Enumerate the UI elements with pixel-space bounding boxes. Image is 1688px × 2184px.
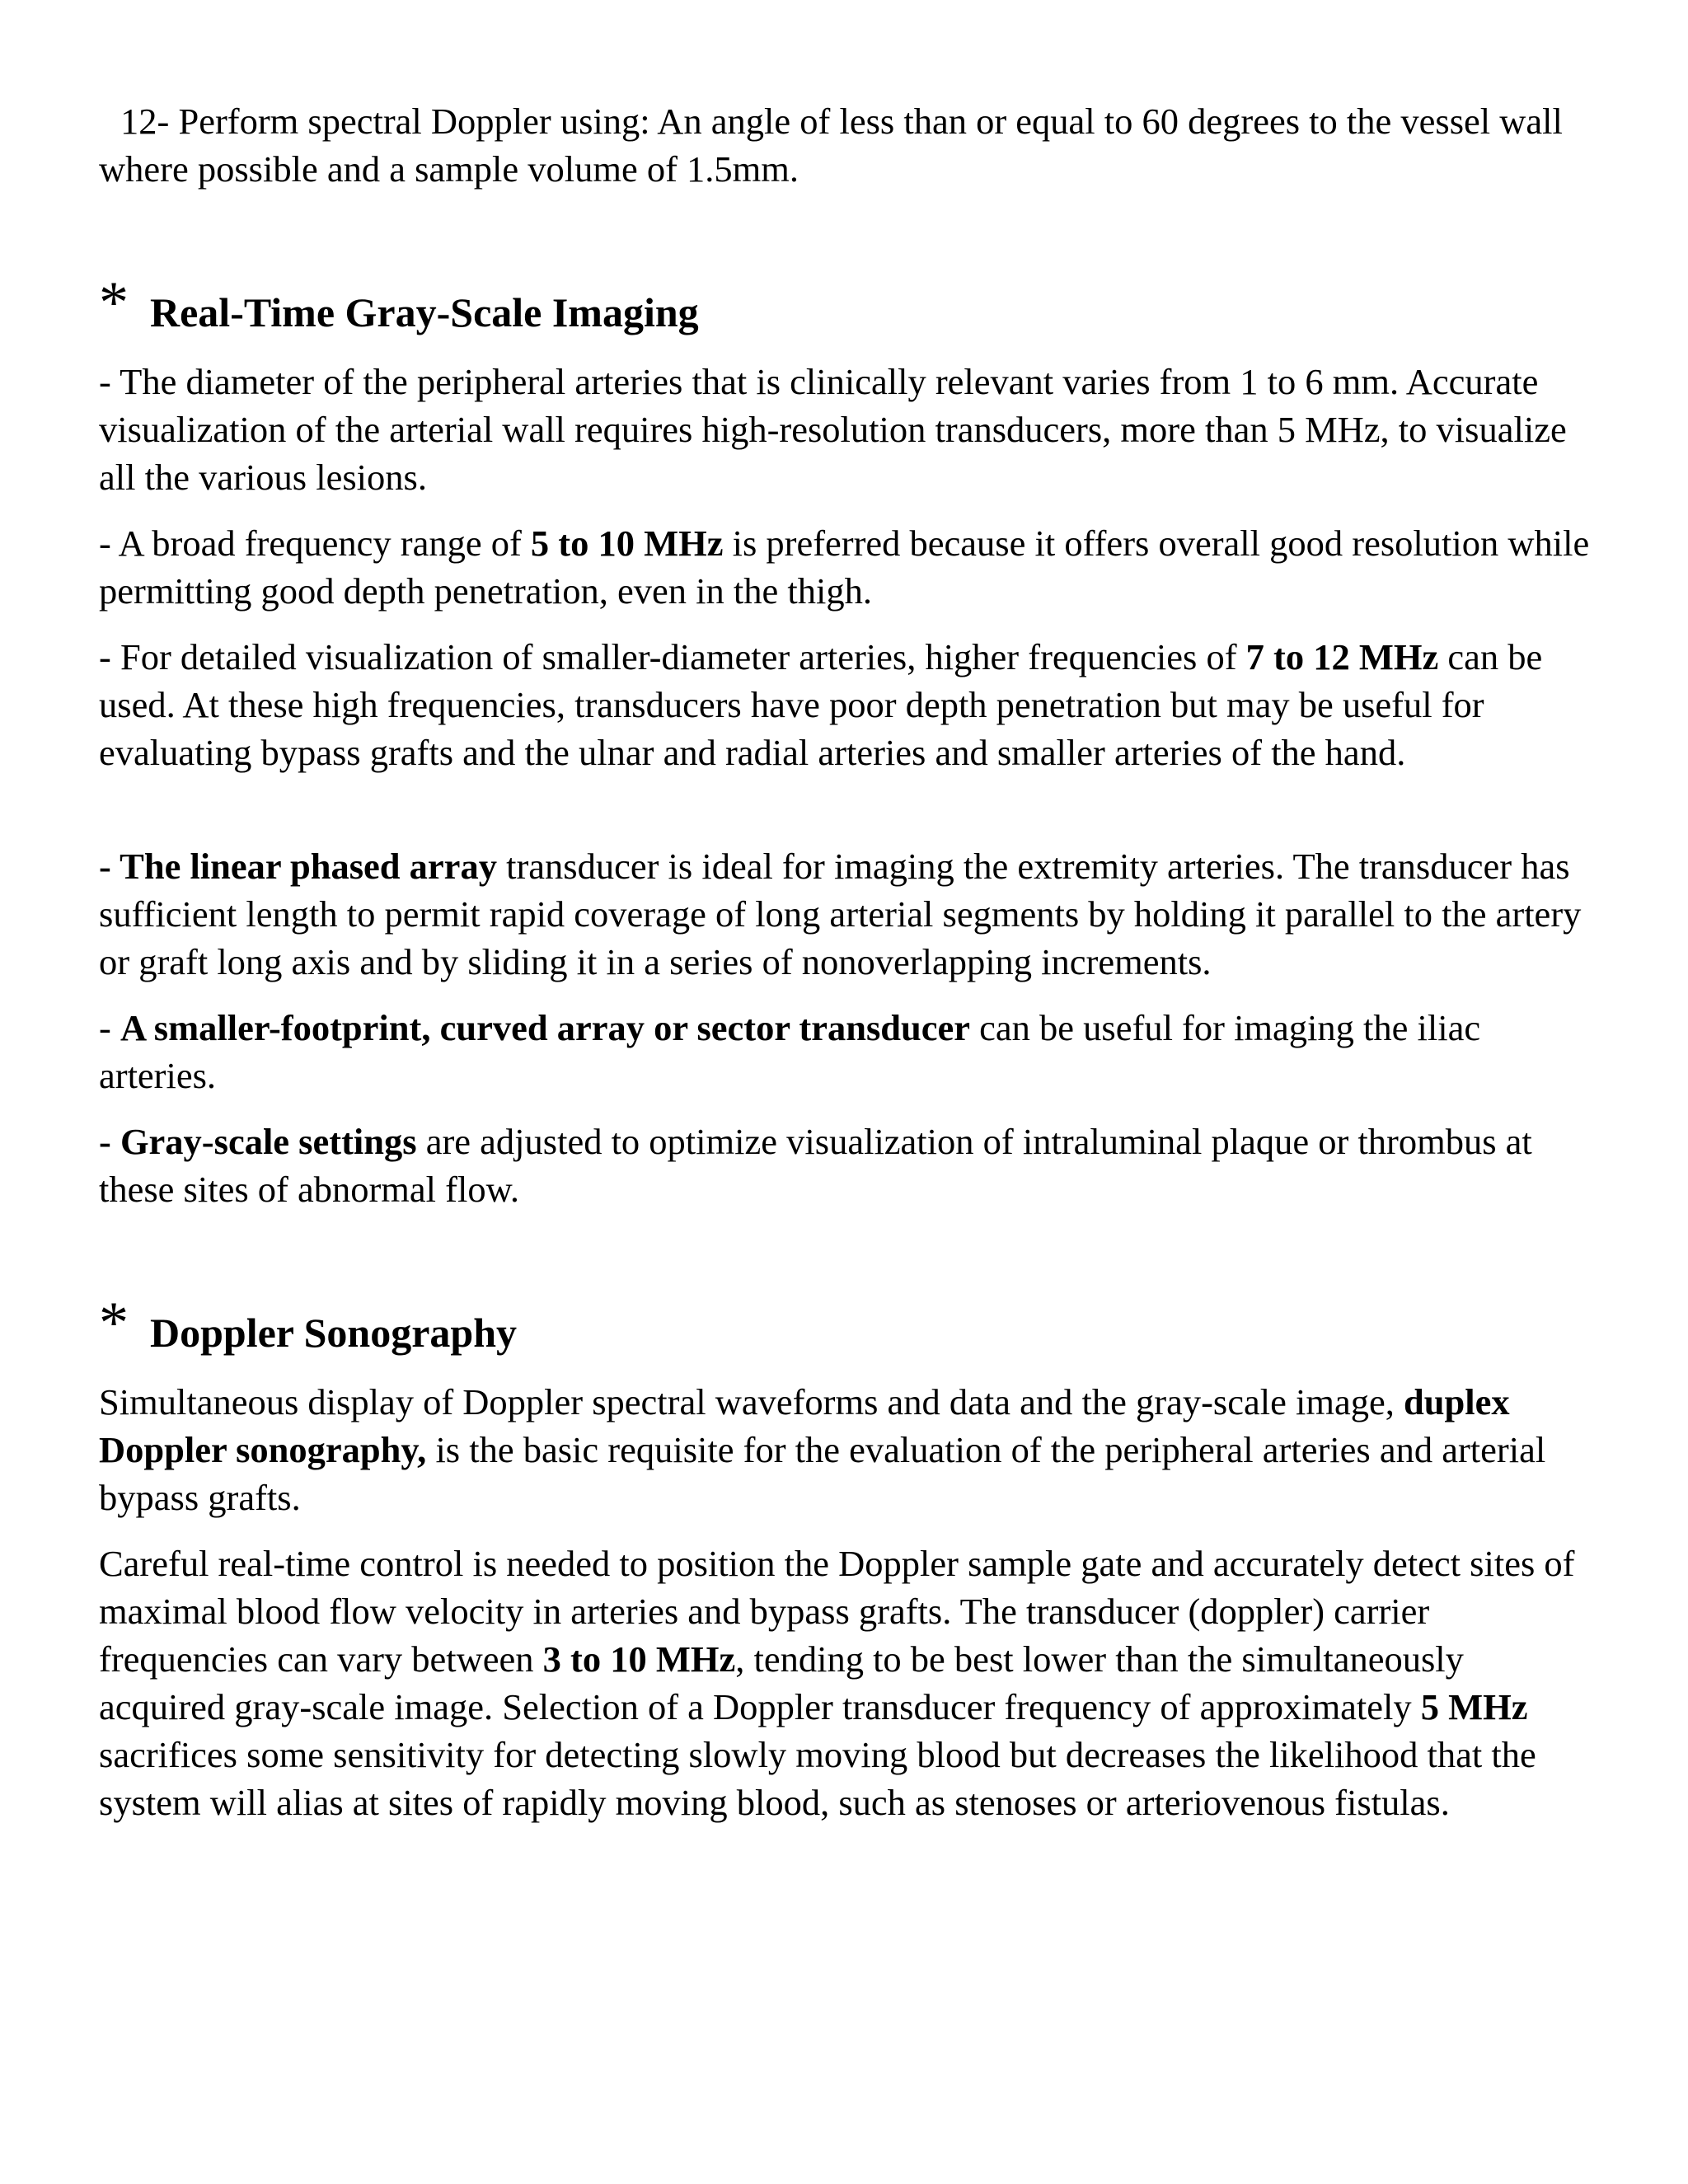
spacer	[99, 193, 1599, 275]
asterisk-bullet: *	[99, 1290, 129, 1356]
asterisk-bullet: *	[99, 269, 129, 335]
section-title: Real-Time Gray-Scale Imaging	[150, 289, 699, 335]
paragraph-diameter: - The diameter of the peripheral arteries that is clinically relevant varies from 1 to 6 mm. Accurate visualization of the arterial wall requires high-resolution transducers, more than 5 MHz, to visualize all the various lesions.	[99, 361, 1567, 498]
paragraph-linear-array: - The linear phased array transducer is ideal for imaging the extremity arteries. The transducer has sufficient length to permit rapid coverage of long arterial segments by holding it parallel to the artery or graft long axis and by sliding it in a series of nonoverlapping increments.	[99, 846, 1582, 982]
item-12: 12- Perform spectral Doppler using: An angle of less than or equal to 60 degrees to the vessel wall where possible and a sample volume of 1.5mm.	[99, 101, 1563, 190]
bold-text: 5 to 10 MHz	[530, 523, 724, 564]
bold-text: 7 to 12 MHz	[1245, 636, 1439, 677]
paragraph-duplex: Simultaneous display of Doppler spectral waveforms and data and the gray-scale image, duplex Doppler sonography, is the basic requisite for the evaluation of the peripheral arteries and arterial bypass grafts.	[99, 1381, 1546, 1518]
section-heading-grayscale	[99, 269, 1599, 335]
paragraph-broad-frequency: - A broad frequency range of 5 to 10 MHz is preferred because it offers overall good resolution while permitting good depth penetration, even in the thigh.	[99, 523, 1590, 612]
bold-text: 3 to 10 MHz	[542, 1638, 736, 1680]
paragraph-curved-array: - A smaller-footprint, curved array or sector transducer can be useful for imaging the iliac arteries.	[99, 1007, 1481, 1096]
paragraph-realtime-control: Careful real-time control is needed to position the Doppler sample gate and accurately detect sites of maximal blood flow velocity in arteries and bypass grafts. The transducer (doppler) carrier frequencies can vary between 3 to 10 MHz, tending to be best lower than the simultaneously acquired gray-scale image. Selection of a Doppler transducer frequency of approximately 5 MHz sacrifices some sensitivity for detecting slowly moving blood but decreases the likelihood that the system will alias at sites of rapidly moving blood, such as stenoses or arteriovenous fistulas.	[99, 1543, 1575, 1823]
bold-text: A smaller-footprint, curved array or sector transducer	[120, 1007, 971, 1048]
bold-text: - Gray-scale settings	[99, 1121, 417, 1162]
document-page	[99, 97, 1599, 1844]
section-grayscale	[99, 269, 1599, 335]
bold-text: 5 MHz	[1420, 1686, 1528, 1727]
spacer	[99, 794, 1599, 842]
paragraph-high-frequency: - For detailed visualization of smaller-diameter arteries, higher frequencies of 7 to 12 MHz can be used. At these high frequencies, transducers have poor depth penetration but may be useful for evaluating bypass grafts and the ulnar and radial arteries and smaller arteries of the hand.	[99, 636, 1543, 773]
paragraph-grayscale-settings: - Gray-scale settings are adjusted to optimize visualization of intraluminal plaque or thrombus at these sites of abnormal flow.	[99, 1121, 1532, 1210]
section-doppler	[99, 1290, 1599, 1356]
section-title: Doppler Sonography	[150, 1310, 518, 1356]
spacer	[99, 1231, 1599, 1296]
bold-text: - The linear phased array	[99, 846, 497, 887]
bold-text: duplex Doppler sonography,	[99, 1381, 1510, 1470]
section-heading-doppler	[99, 1290, 1599, 1356]
